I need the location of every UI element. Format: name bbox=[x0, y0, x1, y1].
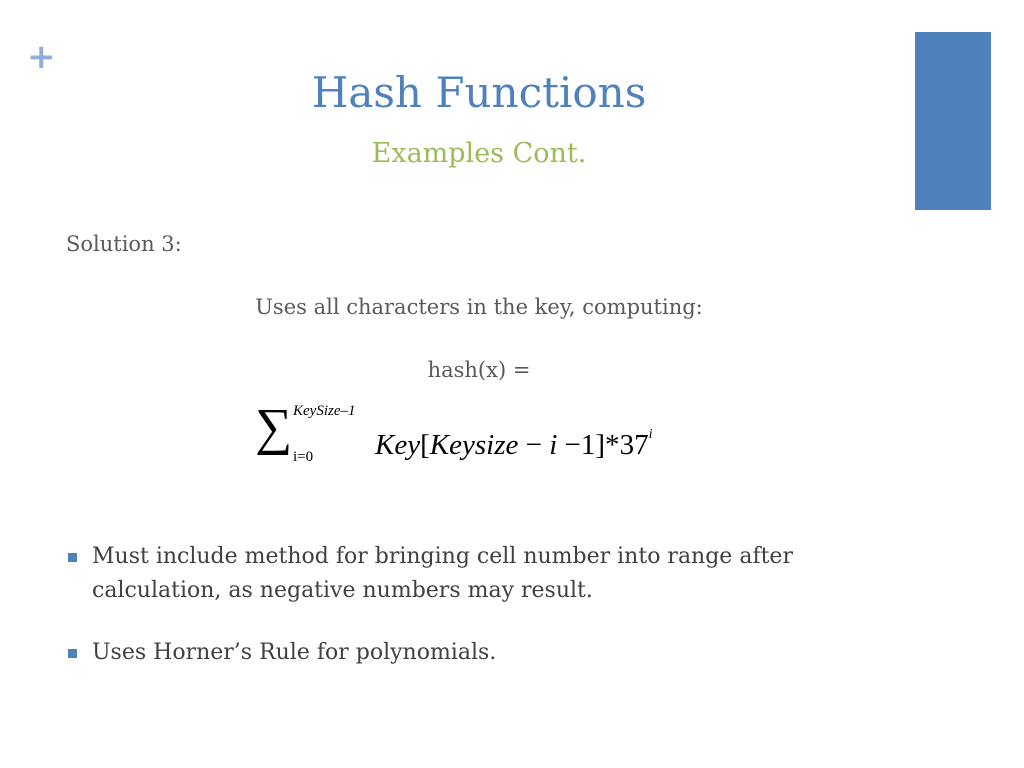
square-bullet-icon bbox=[68, 649, 77, 658]
bullet-text: Uses Horner’s Rule for polynomials. bbox=[92, 640, 497, 665]
formula-body bbox=[375, 416, 652, 464]
formula-one: 1 bbox=[580, 429, 596, 461]
list-item bbox=[68, 540, 868, 608]
summation-formula bbox=[255, 396, 715, 476]
lower-limit: i=0 bbox=[293, 449, 314, 465]
plus-icon: + bbox=[27, 37, 56, 77]
formula-close-mult: ]* bbox=[595, 429, 620, 461]
formula-exponent: i bbox=[648, 427, 653, 442]
list-item bbox=[68, 636, 868, 670]
formula-keysize: Keysize bbox=[429, 429, 519, 461]
square-bullet-icon bbox=[68, 553, 77, 562]
formula-key: Key bbox=[375, 429, 421, 461]
sigma-symbol: ∑ bbox=[255, 399, 293, 456]
upper-limit: KeySize–1 bbox=[293, 403, 356, 419]
formula-minus: − bbox=[564, 429, 581, 461]
accent-bar bbox=[915, 32, 991, 210]
slide-subtitle: Examples Cont. bbox=[371, 138, 587, 169]
formula-i: i bbox=[549, 429, 558, 461]
bullet-text: Must include method for bringing cell number into range after calculation, as negative numbers may result. bbox=[92, 544, 793, 603]
hash-label: hash(x) = bbox=[427, 358, 531, 382]
bullet-list bbox=[68, 540, 868, 698]
uses-text: Uses all characters in the key, computing: bbox=[255, 295, 703, 319]
formula-minus: − bbox=[525, 429, 542, 461]
formula-open-bracket: [ bbox=[420, 429, 430, 461]
solution-label: Solution 3: bbox=[66, 232, 182, 256]
formula-base: 37 bbox=[619, 429, 649, 461]
slide-title: Hash Functions bbox=[311, 68, 647, 117]
